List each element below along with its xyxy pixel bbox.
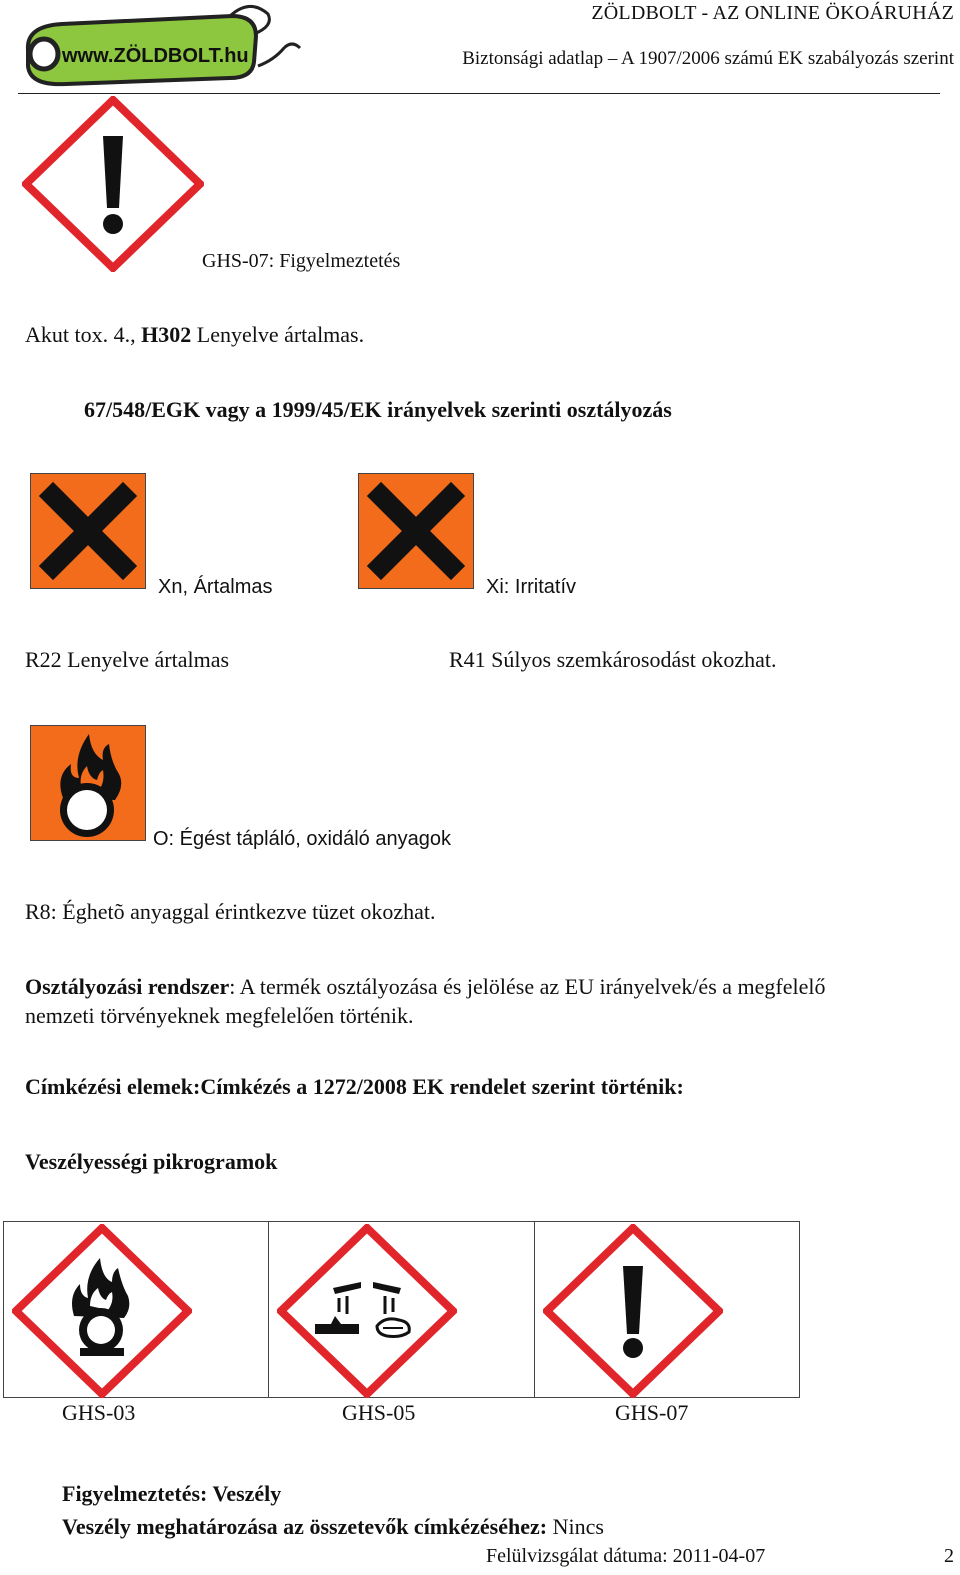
r22-phrase: R22 Lenyelve ártalmas — [25, 647, 230, 672]
pictogram-code-ghs07: GHS-07 — [615, 1400, 689, 1425]
ghs07-label: GHS-07: Figyelmeztetés — [202, 250, 401, 272]
pictogram-cell-ghs07 — [535, 1222, 799, 1397]
pictograms-heading: Veszélyességi pikrogramok — [25, 1149, 278, 1174]
r8-phrase: R8: Éghetõ anyaggal érintkezve tüzet okozhat. — [25, 899, 436, 924]
oxidizer-label: O: Égést tápláló, oxidáló anyagok — [153, 828, 451, 850]
acute-tox-line — [25, 322, 364, 348]
hazard-determination-label: Veszély meghatározása az összetevők címkézéséhez: — [62, 1514, 548, 1539]
x-cross-icon — [358, 473, 474, 589]
flame-over-circle-icon — [30, 725, 146, 841]
pictogram-cell-ghs03 — [4, 1222, 269, 1397]
x-cross-icon — [30, 473, 146, 589]
classification-text-2: nemzeti törvényeknek megfelelően történik. — [25, 1003, 414, 1028]
pictogram-code-ghs03: GHS-03 — [62, 1400, 136, 1425]
logo-text: www.ZÖLDBOLT.hu — [62, 45, 249, 67]
pictogram-table — [3, 1221, 800, 1398]
hazard-code: H302 — [141, 322, 192, 347]
classification-label: Osztályozási rendszer — [25, 974, 230, 999]
flame-over-circle-icon — [12, 1224, 192, 1398]
classification-paragraph — [25, 972, 945, 1030]
hazard-determination-value: Nincs — [547, 1514, 604, 1539]
corrosion-icon — [277, 1224, 457, 1398]
signal-word: Figyelmeztetés: Veszély — [62, 1481, 282, 1506]
zoldbolt-logo[interactable] — [22, 4, 302, 97]
hazard-determination-line — [62, 1514, 604, 1540]
page-number: 2 — [944, 1545, 954, 1567]
header-divider — [18, 93, 940, 94]
review-date: Felülvizsgálat dátuma: 2011-04-07 — [486, 1545, 766, 1567]
xi-label: Xi: Irritatív — [486, 576, 577, 598]
pictogram-cell-ghs05 — [269, 1222, 534, 1397]
directive-heading: 67/548/EGK vagy a 1999/45/EK irányelvek szerinti osztályozás — [84, 397, 672, 422]
exclamation-icon — [22, 96, 204, 277]
xn-label: Xn, Ártalmas — [158, 576, 273, 598]
pictogram-code-ghs05: GHS-05 — [342, 1400, 416, 1425]
document-title: Biztonsági adatlap – A 1907/2006 számú EK szabályozás szerint — [462, 48, 954, 69]
store-name: ZÖLDBOLT - AZ ONLINE ÖKOÁRUHÁZ — [591, 2, 954, 24]
r41-phrase: R41 Súlyos szemkárosodást okozhat. — [449, 647, 777, 672]
exclamation-icon — [543, 1224, 723, 1398]
labelling-label: Címkézési elemek — [25, 1074, 193, 1099]
acute-tox-prefix: Akut tox. 4., — [25, 322, 142, 347]
classification-text: : A termék osztályozása és jelölése az EU irányelvek/és a megfelelő — [229, 974, 826, 999]
labelling-text: :Címkézés a 1272/2008 EK rendelet szerint történik: — [193, 1074, 684, 1099]
labelling-line — [25, 1074, 684, 1100]
acute-tox-text: Lenyelve ártalmas. — [191, 322, 365, 347]
